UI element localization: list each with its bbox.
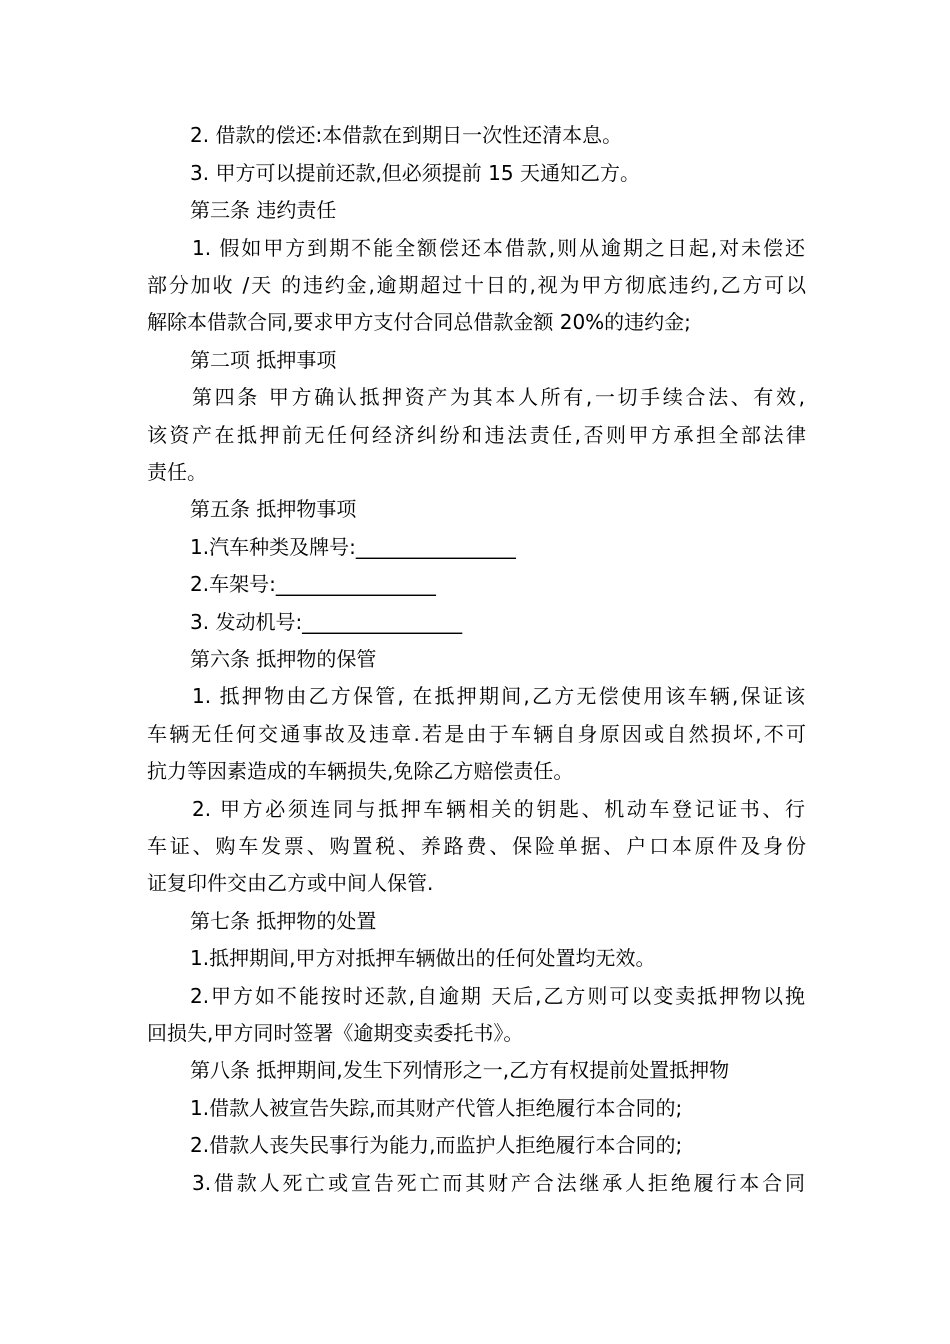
paragraph-line: 第四条 甲方确认抵押资产为其本人所有,一切手续合法、有效, (192, 385, 805, 409)
paragraph-line: 抗力等因素造成的车辆损失,免除乙方赔偿责任。 (147, 759, 574, 783)
paragraph-line: 车证、购车发票、购置税、养路费、保险单据、户口本原件及身份 (147, 834, 806, 858)
paragraph-line: 责任。 (147, 460, 207, 484)
article-7-heading: 第七条 抵押物的处置 (190, 909, 377, 933)
paragraph-line: 解除本借款合同,要求甲方支付合同总借款金额 20%的违约金; (147, 310, 691, 334)
article-8-heading: 第八条 抵押期间,发生下列情形之一,乙方有权提前处置抵押物 (190, 1058, 730, 1082)
paragraph-line: 2.甲方如不能按时还款,自逾期 天后,乙方则可以变卖抵押物以挽 (190, 984, 805, 1008)
clause-2-2: 2. 借款的偿还:本借款在到期日一次性还清本息。 (190, 123, 623, 147)
paragraph-line: 证复印件交由乙方或中间人保管. (147, 871, 434, 895)
paragraph-line: 3.借款人死亡或宣告死亡而其财产合法继承人拒绝履行本合同 (192, 1171, 805, 1195)
vehicle-type-field: 1.汽车种类及牌号:________________ (190, 535, 516, 559)
paragraph-line: 1.抵押期间,甲方对抵押车辆做出的任何处置均无效。 (190, 946, 656, 970)
paragraph-line: 该资产在抵押前无任何经济纠纷和违法责任,否则甲方承担全部法律 (147, 423, 806, 447)
clause-2-3: 3. 甲方可以提前还款,但必须提前 15 天通知乙方。 (190, 161, 640, 185)
section-2-heading: 第二项 抵押事项 (190, 348, 337, 372)
paragraph-line: 部分加收 /天 的违约金,逾期超过十日的,视为甲方彻底违约,乙方可以 (147, 273, 806, 297)
paragraph-line: 2. 甲方必须连同与抵押车辆相关的钥匙、机动车登记证书、行 (192, 797, 805, 821)
paragraph-line: 1. 抵押物由乙方保管, 在抵押期间,乙方无偿使用该车辆,保证该 (192, 684, 805, 708)
article-6-heading: 第六条 抵押物的保管 (190, 647, 377, 671)
paragraph-line: 2.借款人丧失民事行为能力,而监护人拒绝履行本合同的; (190, 1133, 683, 1157)
paragraph-line: 回损失,甲方同时签署《逾期变卖委托书》。 (147, 1021, 524, 1045)
article-5-heading: 第五条 抵押物事项 (190, 497, 357, 521)
engine-number-field: 3. 发动机号:________________ (190, 610, 463, 634)
article-3-heading: 第三条 违约责任 (190, 198, 337, 222)
paragraph-line: 车辆无任何交通事故及违章.若是由于车辆自身原因或自然损坏,不可 (147, 722, 806, 746)
paragraph-line: 1.借款人被宣告失踪,而其财产代管人拒绝履行本合同的; (190, 1096, 683, 1120)
chassis-number-field: 2.车架号:________________ (190, 572, 436, 596)
paragraph-line: 1. 假如甲方到期不能全额偿还本借款,则从逾期之日起,对未偿还 (192, 236, 805, 260)
